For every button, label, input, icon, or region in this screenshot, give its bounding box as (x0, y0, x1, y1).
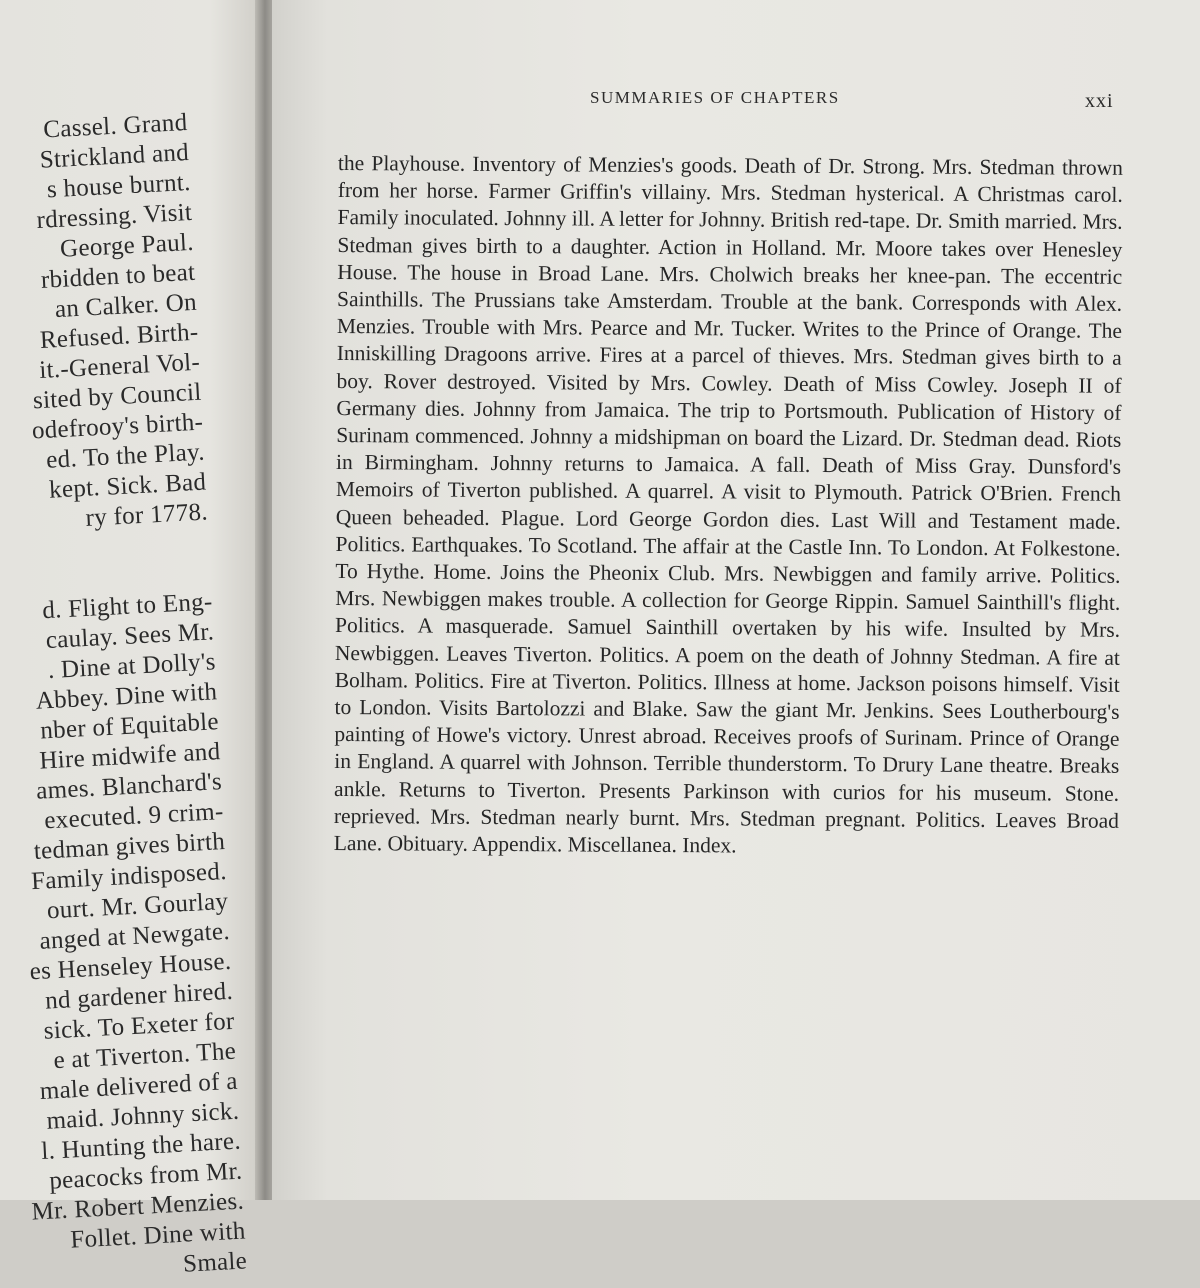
left-page-line: Abbey. Dine with (35, 678, 219, 715)
left-page-line: . Dine at Dolly's (47, 648, 217, 685)
left-page-line: tedman gives birth (33, 828, 227, 865)
left-page-line: ames. Blanchard's (35, 768, 224, 805)
left-page-line: nber of Equitable (40, 708, 220, 745)
left-page-line: l. Hunting the hare. (41, 1127, 242, 1166)
left-page-line: Cassel. Grand (43, 108, 189, 144)
left-page-line: Smale (182, 1247, 249, 1278)
left-page-line: Strickland and (39, 138, 191, 174)
left-page-line: sited by Council (32, 378, 203, 415)
left-page-line: peacocks from Mr. (49, 1157, 244, 1195)
paragraph-gap (0, 527, 212, 598)
left-page-line: rbidden to beat (40, 258, 197, 294)
summary-paragraph: the Playhouse. Inventory of Menzies's goods. Death of Dr. Strong. Mrs. Stedman thrown from her horse. Farmer Griffin's villainy. Mrs. Stedman hysterical. A Christmas carol. Family inoculated. Johnny ill. A letter for Johnny. British red-tape. Dr. Smith married. Mrs. Stedman gives birth to a daughter. Action in Holland. Mr. Moore takes over Henesley House. The house in Broad Lane. Mrs. Cholwich breaks her knee-pan. The eccentric Sainthills. The Prussians take Amsterdam. Trouble at the bank. Corresponds with Alex. Menzies. Trouble with Mrs. Pearce and Mr. Tucker. Writes to the Prince of Orange. The Inniskilling Dragoons arrive. Fires at a parcel of thieves. Mrs. Stedman gives birth to a boy. Rover destroyed. Visited by Mrs. Cowley. Death of Miss Cowley. Joseph II of Germany dies. Johnny from Jamaica. The trip to Portsmouth. Publication of History of Surinam commenced. Johnny a midshipman on board the Lizard. Dr. Stedman dead. Riots in Birmingham. Johnny returns to Jamaica. A fall. Death of Miss Gray. Dunsford's Memoirs of Tiverton published. A quarrel. A visit to Plymouth. Patrick O'Brien. French Queen beheaded. Plague. Lord George Gordon dies. Last Will and Testament made. Politics. Earthquakes. To Scotland. The affair at the Castle Inn. To London. At Folkestone. To Hythe. Home. Joins the Pheonix Club. Mrs. Newbiggen and family arrive. Politics. Mrs. Newbiggen makes trouble. A collection for George Rippin. Samuel Sainthill's flight. Politics. A masquerade. Samuel Sainthill overtaken by his wife. Insulted by Mrs. Newbiggen. Leaves Tiverton. Politics. A poem on the death of Johnny Stedman. A fire at Bolham. Politics. Fire at Tiverton. Politics. Illness at home. Jackson poisons himself. Visit to London. Visits Bartolozzi and Blake. Saw the giant Mr. Jenkins. Sees Loutherbourg's painting of Howe's victory. Unrest abroad. Receives proofs of Surinam. Prince of Orange in England. A quarrel with Johnson. Terrible thunderstorm. To Drury Lane theatre. Breaks ankle. Returns to Tiverton. Presents Parkinson with curios for his museum. Stone. reprieved. Mrs. Stedman nearly burnt. Mrs. Stedman pregnant. Politics. Leaves Broad Lane. Obituary. Appendix. Miscellanea. Index. (333, 150, 1123, 858)
left-page-line: caulay. Sees Mr. (45, 618, 216, 655)
running-title: SUMMARIES OF CHAPTERS (590, 88, 840, 107)
left-page-line: anged at Newgate. (39, 917, 231, 955)
left-page-line: kept. Sick. Bad (48, 468, 208, 504)
left-page-line: sick. To Exeter for (43, 1007, 236, 1045)
left-page-line: nd gardener hired. (44, 977, 234, 1015)
left-page-line: Hire midwife and (39, 738, 222, 775)
left-page-text-column (0, 108, 248, 1288)
left-page-line: an Calker. On (54, 288, 198, 324)
left-page-line: odefrooy's birth- (31, 408, 205, 445)
left-page-line: d. Flight to Eng- (42, 588, 214, 625)
left-page-line: e at Tiverton. The (53, 1037, 238, 1075)
left-page-line: George Paul. (59, 228, 195, 263)
left-page-line: Refused. Birth- (39, 318, 200, 354)
left-page-line: Family indisposed. (30, 857, 228, 896)
page-number: xxi (1085, 90, 1114, 112)
left-page-line: ry for 1778. (85, 498, 209, 532)
left-page (0, 0, 262, 1278)
left-page-line: Follet. Dine with (70, 1217, 247, 1254)
left-page-line: it.-General Vol- (39, 348, 202, 385)
left-page-line: es Henseley House. (29, 947, 233, 986)
left-page-line: executed. 9 crim- (44, 798, 225, 835)
left-page-line: ourt. Mr. Gourlay (46, 887, 230, 925)
left-page-line: rdressing. Visit (36, 198, 194, 234)
left-page-line: ed. To the Play. (45, 438, 206, 474)
left-page-line: s house burnt. (46, 168, 192, 204)
chapter-summary-text (334, 150, 1123, 862)
left-page-line: male delivered of a (39, 1067, 239, 1106)
left-page-line: Mr. Robert Menzies. (31, 1187, 245, 1226)
left-page-line: maid. Johnny sick. (46, 1097, 241, 1135)
